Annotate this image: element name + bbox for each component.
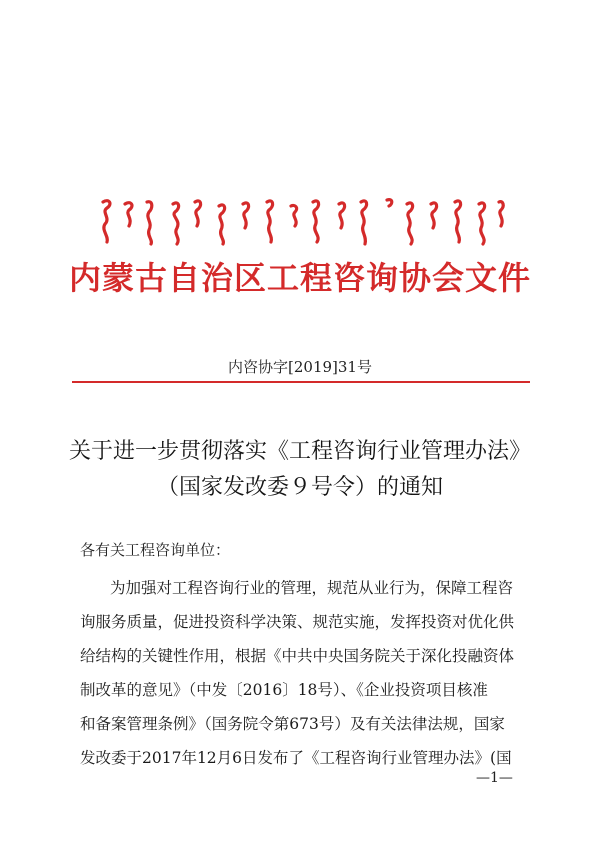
body-line: 给结构的关键性作用，根据《中共中央国务院关于深化投融资体 <box>80 647 515 665</box>
body-line: 询服务质量，促进投资科学决策、规范实施，发挥投资对优化供 <box>80 613 515 631</box>
page-number: —1— <box>476 770 513 786</box>
mongolian-script-title <box>95 196 507 246</box>
mongolian-script-graphic <box>95 196 507 246</box>
body-line: 制改革的意见》（中发〔2016〕18号）、《企业投资项目核准 <box>80 681 488 699</box>
body-line: 发改委于2017年12月6日发布了《工程咨询行业管理办法》(国 <box>80 749 512 767</box>
body-line: 和备案管理条例》（国务院令第673号）及有关法律法规，国家 <box>80 715 505 733</box>
red-divider <box>72 381 530 383</box>
document-number: 内咨协字[2019]31号 <box>228 358 372 376</box>
issuer-title: 内蒙古自治区工程咨询协会文件 <box>68 259 531 297</box>
notice-title-line-2: （国家发改委９号令）的通知 <box>156 475 443 500</box>
notice-title-line-1: 关于进一步贯彻落实《工程咨询行业管理办法》 <box>68 439 531 464</box>
salutation: 各有关工程咨询单位： <box>80 541 231 559</box>
body-line: 为加强对工程咨询行业的管理，规范从业行为，保障工程咨 <box>110 579 514 597</box>
